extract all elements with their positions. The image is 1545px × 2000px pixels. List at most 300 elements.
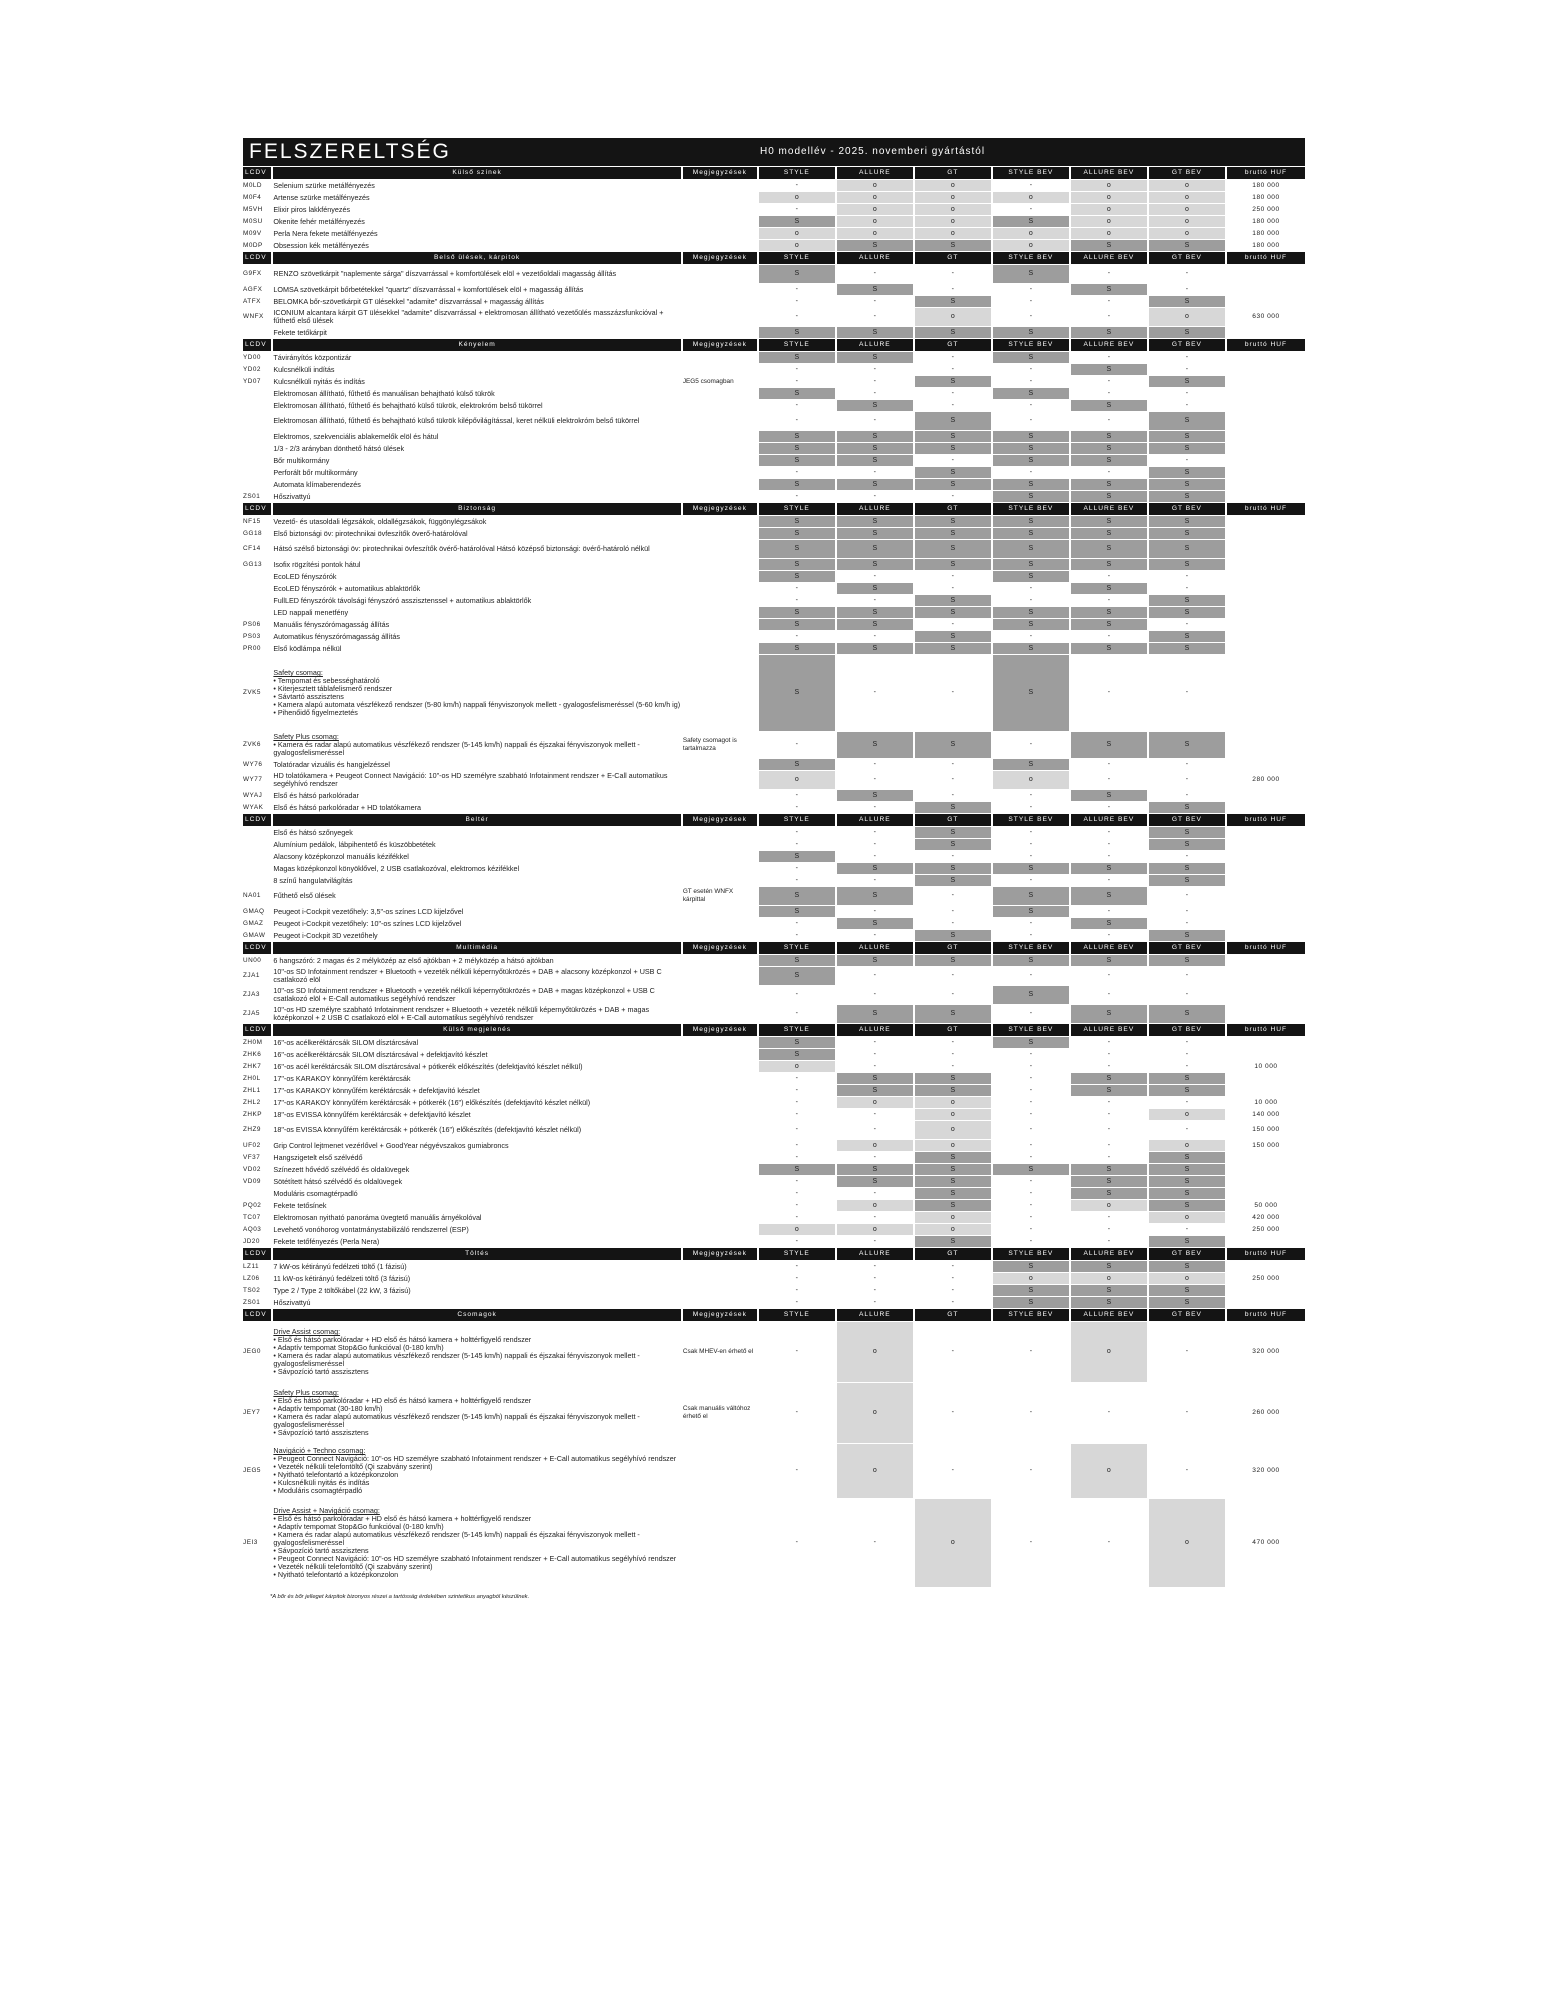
availability-cell: - <box>1029 468 1033 476</box>
row-note: JEG5 csomagban <box>682 377 734 385</box>
availability-cell: o <box>1149 1212 1225 1223</box>
row-price: 10 000 <box>1254 1062 1278 1070</box>
availability-cell: S <box>1071 607 1147 618</box>
row-code <box>243 607 271 618</box>
row-description: 8 színű hangulatvilágítás <box>273 875 353 885</box>
availability-cell: S <box>837 443 913 454</box>
row-code: WY77 <box>243 776 263 783</box>
row-price <box>1227 631 1305 642</box>
availability-cell: - <box>795 596 798 604</box>
row-note <box>683 431 757 442</box>
availability-cell: S <box>1149 540 1225 558</box>
availability-cell: S <box>915 540 991 558</box>
availability-cell: - <box>873 632 876 640</box>
availability-cell: o <box>915 1121 991 1139</box>
row-price <box>1227 863 1305 874</box>
row-description: Hőszivattyú <box>273 1297 311 1307</box>
column-header-note: Megjegyzések <box>683 1248 757 1260</box>
availability-cell: S <box>993 955 1069 966</box>
row-code: JEI3 <box>243 1539 258 1546</box>
row-code <box>243 431 271 442</box>
column-header-trim: STYLE <box>759 503 835 515</box>
row-code: CF14 <box>243 545 261 552</box>
availability-cell: S <box>1149 607 1225 618</box>
availability-cell: S <box>1149 559 1225 570</box>
section-header <box>243 1309 1305 1321</box>
row-note <box>683 571 757 582</box>
column-header-trim: ALLURE BEV <box>1071 1248 1147 1260</box>
row-code: ZHK7 <box>243 1062 262 1070</box>
row-code: ATFX <box>243 297 261 305</box>
row-price <box>1227 364 1305 375</box>
equipment-row <box>243 732 1305 758</box>
availability-cell: - <box>1029 1074 1033 1082</box>
row-code: UF02 <box>243 1141 261 1149</box>
availability-cell: - <box>1029 181 1033 189</box>
availability-cell: - <box>1107 1062 1111 1070</box>
row-description: 11 kW-os kétirányú fedélzeti töltő (3 fázisú) <box>273 1273 411 1283</box>
row-note <box>683 1236 757 1247</box>
availability-cell: S <box>1071 887 1147 905</box>
row-price <box>1227 559 1305 570</box>
equipment-row <box>243 583 1305 594</box>
availability-cell: - <box>951 285 955 293</box>
row-note <box>683 228 757 239</box>
row-code: YD00 <box>243 353 261 361</box>
row-description: Hátsó szélső biztonsági öv: pirotechnikai övfeszítők övérő-határolóval Hátsó középső biztonsági: övérő-határoló nélkül <box>273 544 650 553</box>
availability-cell: o <box>837 1444 913 1498</box>
row-note <box>683 583 757 594</box>
row-note <box>683 467 757 478</box>
availability-cell: - <box>1107 803 1111 811</box>
equipment-row <box>243 1322 1305 1382</box>
row-price <box>1227 296 1305 307</box>
availability-cell: o <box>915 216 991 227</box>
row-note <box>683 240 757 251</box>
availability-cell: S <box>915 327 991 338</box>
row-code: ZS01 <box>243 492 261 500</box>
availability-cell: - <box>873 1126 876 1133</box>
availability-cell: S <box>1149 443 1225 454</box>
availability-cell: S <box>915 595 991 606</box>
availability-cell: S <box>1071 1073 1147 1084</box>
row-code: UN00 <box>243 956 262 964</box>
availability-cell: S <box>993 388 1069 399</box>
row-note <box>683 1188 757 1199</box>
availability-cell: - <box>951 991 955 998</box>
availability-cell: - <box>951 456 955 464</box>
availability-cell: S <box>1071 1285 1147 1296</box>
equipment-row <box>243 1297 1305 1308</box>
row-code: VD02 <box>243 1165 261 1173</box>
availability-cell: S <box>1149 467 1225 478</box>
row-price <box>1227 643 1305 654</box>
availability-cell: S <box>1071 1085 1147 1096</box>
row-price <box>1227 1236 1305 1247</box>
availability-cell: o <box>915 1140 991 1151</box>
availability-cell: - <box>795 919 798 927</box>
availability-cell: S <box>915 412 991 430</box>
availability-cell: S <box>759 352 835 363</box>
availability-cell: - <box>795 1348 798 1355</box>
availability-cell: - <box>1107 1153 1111 1161</box>
row-note <box>683 827 757 838</box>
availability-cell: S <box>1071 400 1147 411</box>
row-description: 7 kW-os kétirányú fedélzeti töltő (1 fázisú) <box>273 1261 407 1271</box>
availability-cell: o <box>1149 1109 1225 1120</box>
row-description: 1/3 - 2/3 arányban dönthető hátsó ülések <box>273 443 405 453</box>
availability-cell: - <box>795 1539 798 1546</box>
column-header-trim: STYLE <box>759 339 835 351</box>
availability-cell: - <box>873 689 876 696</box>
row-code: JEY7 <box>243 1409 261 1416</box>
column-header-trim: STYLE BEV <box>993 1248 1069 1260</box>
row-code: GG18 <box>243 529 263 537</box>
row-description: Fekete tetősínek <box>273 1200 327 1210</box>
row-code: PS06 <box>243 620 261 628</box>
availability-cell: - <box>951 1274 955 1282</box>
section-header <box>243 814 1305 826</box>
availability-cell: - <box>873 468 876 476</box>
availability-cell: - <box>951 1262 955 1270</box>
availability-cell: - <box>873 1062 876 1070</box>
availability-cell: S <box>759 906 835 917</box>
availability-cell: S <box>915 479 991 490</box>
availability-cell: S <box>759 327 835 338</box>
availability-cell: - <box>1107 760 1111 768</box>
availability-cell: S <box>1071 528 1147 539</box>
availability-cell: S <box>1149 827 1225 838</box>
availability-cell: - <box>795 991 798 998</box>
column-header-trim: ALLURE BEV <box>1071 503 1147 515</box>
row-price <box>1227 802 1305 813</box>
availability-cell: S <box>993 655 1069 731</box>
section-title: Beltér <box>273 814 680 826</box>
column-header-trim: GT BEV <box>1149 814 1225 826</box>
row-note: Csak MHEV-en érhető el <box>682 1348 754 1355</box>
row-description: Elektromosan állítható, fűthető és behajtható külső tükrök kilépővilágítással, keret nélküli elektrokróm belső tükörrel <box>273 416 640 425</box>
availability-cell: - <box>1107 1213 1111 1221</box>
availability-cell: S <box>759 479 835 490</box>
equipment-row <box>243 1109 1305 1120</box>
equipment-row <box>243 1273 1305 1284</box>
availability-cell: - <box>1029 931 1033 939</box>
row-code: WY76 <box>243 760 263 768</box>
column-header-trim: STYLE BEV <box>993 1024 1069 1036</box>
availability-cell: S <box>915 802 991 813</box>
availability-cell: o <box>837 204 913 215</box>
row-code: WNFX <box>243 313 264 320</box>
availability-cell: S <box>759 1037 835 1048</box>
availability-cell: S <box>993 491 1069 502</box>
availability-cell: - <box>795 1213 798 1221</box>
row-price <box>1227 1049 1305 1060</box>
row-price <box>1227 388 1305 399</box>
row-code: ZH0L <box>243 1074 261 1082</box>
availability-cell: - <box>795 840 798 848</box>
availability-cell: S <box>993 479 1069 490</box>
availability-cell: - <box>951 1286 955 1294</box>
availability-cell: S <box>1071 583 1147 594</box>
availability-cell: - <box>795 297 798 305</box>
row-price <box>1227 839 1305 850</box>
row-description: Tolatóradar vizuális és hangjelzéssel <box>273 759 391 769</box>
column-header-trim: ALLURE <box>837 1024 913 1036</box>
availability-cell: S <box>993 327 1069 338</box>
equipment-row <box>243 284 1305 295</box>
availability-cell: S <box>759 955 835 966</box>
availability-cell: S <box>1149 516 1225 527</box>
column-header-price: bruttó HUF <box>1227 252 1305 264</box>
availability-cell: - <box>795 285 798 293</box>
availability-cell: - <box>951 492 955 500</box>
availability-cell: - <box>873 840 876 848</box>
row-note <box>683 1152 757 1163</box>
row-price <box>1227 1176 1305 1187</box>
availability-cell: S <box>915 955 991 966</box>
column-header-trim: GT <box>915 1248 991 1260</box>
availability-cell: - <box>1029 1467 1033 1474</box>
availability-cell: - <box>795 1237 798 1245</box>
availability-cell: S <box>837 918 913 929</box>
row-note <box>683 180 757 191</box>
column-header-price: bruttó HUF <box>1227 1248 1305 1260</box>
column-header-price: bruttó HUF <box>1227 1309 1305 1321</box>
availability-cell: - <box>951 620 955 628</box>
availability-cell: o <box>759 771 835 789</box>
availability-cell: - <box>1107 353 1111 361</box>
availability-cell: S <box>1149 327 1225 338</box>
row-price <box>1227 1188 1305 1199</box>
availability-cell: o <box>759 1061 835 1072</box>
availability-cell: S <box>759 759 835 770</box>
availability-cell: S <box>1071 1164 1147 1175</box>
availability-cell: - <box>1029 852 1033 860</box>
availability-cell: - <box>1029 791 1033 799</box>
availability-cell: S <box>1149 1261 1225 1272</box>
row-price: 420 000 <box>1252 1213 1280 1221</box>
column-header-trim: GT BEV <box>1149 503 1225 515</box>
availability-cell: S <box>759 643 835 654</box>
row-note <box>683 607 757 618</box>
availability-cell: - <box>795 864 798 872</box>
row-note <box>683 863 757 874</box>
column-header-trim: ALLURE <box>837 814 913 826</box>
row-code <box>243 1188 271 1199</box>
row-code: LZ06 <box>243 1274 260 1282</box>
column-header-trim: GT BEV <box>1149 1248 1225 1260</box>
availability-cell: - <box>873 417 876 424</box>
availability-cell: - <box>1107 377 1111 385</box>
availability-cell: S <box>1149 1073 1225 1084</box>
column-header-trim: STYLE <box>759 814 835 826</box>
section-header <box>243 503 1305 515</box>
availability-cell: - <box>1029 1201 1033 1209</box>
availability-cell: - <box>1107 270 1111 277</box>
row-code: ZS01 <box>243 1298 261 1306</box>
row-note <box>683 491 757 502</box>
row-code <box>243 839 271 850</box>
availability-cell: - <box>951 572 955 580</box>
availability-cell: - <box>1029 1062 1033 1070</box>
equipment-table <box>241 166 1307 1588</box>
column-header-trim: STYLE BEV <box>993 167 1069 179</box>
availability-cell: - <box>1107 468 1111 476</box>
availability-cell: S <box>837 1164 913 1175</box>
availability-cell: S <box>837 607 913 618</box>
availability-cell: - <box>873 1050 876 1058</box>
availability-cell: S <box>1071 1005 1147 1023</box>
row-code: ZHKP <box>243 1110 263 1118</box>
availability-cell: S <box>759 655 835 731</box>
availability-cell: S <box>837 240 913 251</box>
row-code: JEG0 <box>243 1348 261 1355</box>
row-price <box>1227 655 1305 731</box>
row-note <box>683 1085 757 1096</box>
availability-cell: - <box>873 297 876 305</box>
availability-cell: S <box>915 863 991 874</box>
row-description: Isofix rögzítési pontok hátul <box>273 559 361 569</box>
availability-cell: - <box>1185 776 1189 783</box>
row-description: Elektromosan állítható, fűthető és manuálisan behajtható külső tükrök <box>273 388 495 398</box>
column-header-trim: STYLE BEV <box>993 1309 1069 1321</box>
availability-cell: - <box>873 1539 876 1546</box>
availability-cell: - <box>1029 840 1033 848</box>
row-note <box>683 364 757 375</box>
availability-cell: o <box>759 240 835 251</box>
availability-cell: o <box>759 1224 835 1235</box>
row-note: GT esetén WNFX kárpittal <box>682 888 734 903</box>
availability-cell: S <box>1149 839 1225 850</box>
availability-cell: S <box>1149 1164 1225 1175</box>
availability-cell: S <box>759 851 835 862</box>
availability-cell: S <box>993 216 1069 227</box>
row-price: 180 000 <box>1252 217 1280 225</box>
row-code <box>243 571 271 582</box>
equipment-row <box>243 887 1305 905</box>
column-header-code: LCDV <box>243 339 271 351</box>
row-description: Safety Plus csomag: • Kamera és radar alapú automatikus vészfékező rendszer (5-145 km/h) nappali és éjszakai fényviszonyok mellett - gyalogosfelismeréssel <box>273 732 640 757</box>
column-header-trim: ALLURE <box>837 167 913 179</box>
column-header-price: bruttó HUF <box>1227 814 1305 826</box>
row-note <box>683 204 757 215</box>
column-header-trim: ALLURE BEV <box>1071 167 1147 179</box>
availability-cell: - <box>1029 365 1033 373</box>
availability-cell: S <box>1149 643 1225 654</box>
availability-cell: - <box>1185 572 1189 580</box>
availability-cell: S <box>837 559 913 570</box>
section-title: Külső színek <box>273 167 680 179</box>
row-price: 50 000 <box>1254 1201 1278 1209</box>
row-price <box>1227 790 1305 801</box>
row-price <box>1227 732 1305 758</box>
column-header-note: Megjegyzések <box>683 1309 757 1321</box>
availability-cell: - <box>1029 1348 1033 1355</box>
row-price: 180 000 <box>1252 229 1280 237</box>
row-price <box>1227 759 1305 770</box>
availability-cell: - <box>1185 972 1189 979</box>
row-price: 10 000 <box>1254 1098 1278 1106</box>
column-header-price: bruttó HUF <box>1227 1024 1305 1036</box>
availability-cell: S <box>759 1164 835 1175</box>
availability-cell: o <box>1071 1444 1147 1498</box>
availability-cell: S <box>993 759 1069 770</box>
row-note <box>683 1212 757 1223</box>
row-price <box>1227 491 1305 502</box>
row-code: GMAZ <box>243 919 264 927</box>
equipment-row <box>243 516 1305 527</box>
row-price <box>1227 887 1305 905</box>
availability-cell: S <box>1071 955 1147 966</box>
equipment-row <box>243 595 1305 606</box>
availability-cell: S <box>1071 863 1147 874</box>
availability-cell: - <box>1185 1409 1189 1416</box>
availability-cell: - <box>795 377 798 385</box>
column-header-trim: ALLURE <box>837 503 913 515</box>
availability-cell: S <box>915 431 991 442</box>
availability-cell: o <box>1071 1322 1147 1382</box>
availability-cell: - <box>795 1201 798 1209</box>
availability-cell: - <box>795 492 798 500</box>
availability-cell: - <box>795 1286 798 1294</box>
row-code: AQ03 <box>243 1225 262 1233</box>
availability-cell: - <box>795 791 798 799</box>
availability-cell: - <box>795 1074 798 1082</box>
availability-cell: - <box>1185 760 1189 768</box>
availability-cell: - <box>795 181 798 189</box>
row-note <box>683 802 757 813</box>
availability-cell: o <box>837 1322 913 1382</box>
row-note <box>683 516 757 527</box>
availability-cell: - <box>873 776 876 783</box>
availability-cell: - <box>951 852 955 860</box>
availability-cell: S <box>993 265 1069 283</box>
row-description: Navigáció + Techno csomag: • Peugeot Connect Navigáció: 10"-os HD személyre szabható Infotainment rendszer + E-Call automatikus segélyhívó rendszer • Vezeték nélküli telefontöltő (Qi szabvány szerint) • Nyitható telefontartó a középkonzolon • Kulcsnélküli nyitás és indítás • Moduláris csomagtérpadló <box>273 1446 677 1495</box>
column-header-trim: STYLE BEV <box>993 814 1069 826</box>
availability-cell: - <box>1185 907 1189 915</box>
equipment-row <box>243 376 1305 387</box>
column-header-trim: ALLURE <box>837 1309 913 1321</box>
availability-cell: - <box>1029 297 1033 305</box>
equipment-row <box>243 412 1305 430</box>
row-price <box>1227 528 1305 539</box>
availability-cell: S <box>1149 412 1225 430</box>
equipment-row <box>243 619 1305 630</box>
row-price <box>1227 431 1305 442</box>
column-header-trim: ALLURE BEV <box>1071 942 1147 954</box>
availability-cell: S <box>759 571 835 582</box>
row-note <box>683 479 757 490</box>
availability-cell: - <box>795 417 798 424</box>
availability-cell: S <box>915 631 991 642</box>
availability-cell: S <box>915 240 991 251</box>
row-description: Safety csomag: • Tempomat és sebességhatároló • Kiterjesztett táblafelismerő rendszer • Sávtartó asszisztens • Kamera alapú automata vészfékező rendszer (5-80 km/h) nappali fényviszonyok mellett - gyalogosfelismeréssel (5-60 km/h ig) • Pihenőidő figyelmeztetés <box>273 668 681 717</box>
availability-cell: - <box>1029 1213 1033 1221</box>
availability-cell: S <box>1071 918 1147 929</box>
row-note <box>683 1200 757 1211</box>
column-header-code: LCDV <box>243 1248 271 1260</box>
row-description: Színezett hővédő szélvédő és oldalüvegek <box>273 1164 410 1174</box>
availability-cell: S <box>1071 327 1147 338</box>
availability-cell: - <box>795 365 798 373</box>
row-code: ZHK6 <box>243 1050 262 1058</box>
row-price <box>1227 265 1305 283</box>
row-description: Fekete tetőfényezés (Perla Nera) <box>273 1236 380 1246</box>
availability-cell: o <box>915 1499 991 1587</box>
availability-cell: - <box>873 852 876 860</box>
row-price <box>1227 443 1305 454</box>
row-code: NF15 <box>243 517 261 525</box>
